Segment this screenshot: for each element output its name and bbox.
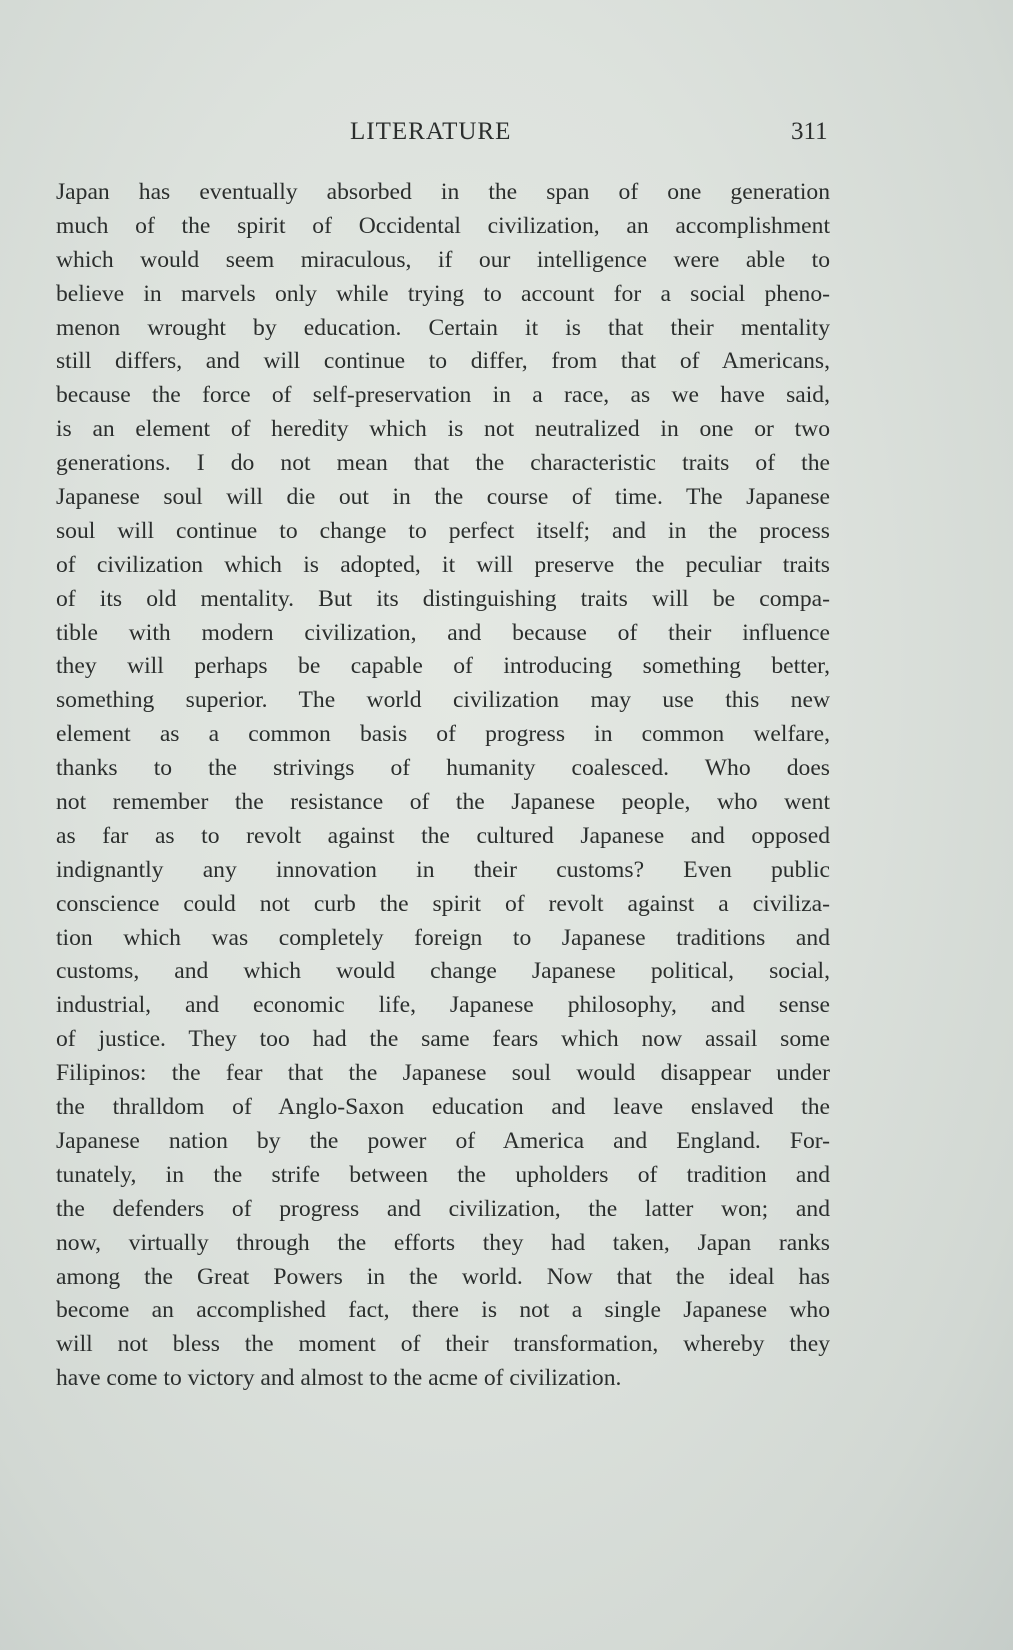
text-line: conscience could not curb the spirit of revolt against a civiliza- [56, 890, 830, 917]
text-line: menon wrought by education. Certain it is that their mentality [56, 314, 830, 341]
text-line: generations. I do not mean that the characteristic traits of the [56, 450, 830, 477]
text-line: thanks to the strivings of humanity coalesced. Who does [56, 755, 830, 782]
text-line: of its old mentality. But its distinguishing traits will be compa- [56, 585, 830, 612]
text-line: indignantly any innovation in their customs? Even public [56, 856, 830, 883]
text-line: become an accomplished fact, there is not a single Japanese who [56, 1297, 830, 1324]
page-number: 311 [791, 118, 828, 145]
text-line: because the force of self-preservation in a race, as we have said, [56, 382, 830, 409]
text-line: among the Great Powers in the world. Now that the ideal has [56, 1263, 830, 1290]
text-line-last: have come to victory and almost to the acme of civilization. [56, 1365, 622, 1392]
text-line: tion which was completely foreign to Japanese traditions and [56, 924, 830, 951]
text-line: now, virtually through the efforts they had taken, Japan ranks [56, 1229, 830, 1256]
text-line: as far as to revolt against the cultured Japanese and opposed [56, 822, 830, 849]
text-line: Japanese soul will die out in the course of time. The Japanese [56, 484, 830, 511]
page-header [0, 116, 1013, 148]
text-line: tible with modern civilization, and because of their influence [56, 619, 830, 646]
text-line: which would seem miraculous, if our intelligence were able to [56, 246, 830, 273]
text-line: of civilization which is adopted, it will preserve the peculiar traits [56, 551, 830, 578]
text-line: the thralldom of Anglo-Saxon education and leave enslaved the [56, 1094, 830, 1121]
text-line: still differs, and will continue to differ, from that of Americans, [56, 348, 830, 375]
text-line: the defenders of progress and civilization, the latter won; and [56, 1195, 830, 1222]
body-paragraph [56, 176, 830, 1396]
text-line: customs, and which would change Japanese political, social, [56, 958, 830, 985]
text-line: of justice. They too had the same fears which now assail some [56, 1026, 830, 1053]
text-line: will not bless the moment of their transformation, whereby they [56, 1331, 830, 1358]
text-line: tunately, in the strife between the upholders of tradition and [56, 1161, 830, 1188]
text-line: not remember the resistance of the Japanese people, who went [56, 789, 830, 816]
text-line: industrial, and economic life, Japanese philosophy, and sense [56, 992, 830, 1019]
text-line: element as a common basis of progress in common welfare, [56, 721, 830, 748]
text-line: Japanese nation by the power of America and England. For- [56, 1127, 830, 1154]
text-line: believe in marvels only while trying to account for a social pheno- [56, 280, 830, 307]
text-line: is an element of heredity which is not neutralized in one or two [56, 416, 830, 443]
text-line: Japan has eventually absorbed in the span of one generation [56, 179, 830, 205]
text-line: they will perhaps be capable of introducing something better, [56, 653, 830, 680]
running-title: LITERATURE [350, 118, 512, 145]
text-line: much of the spirit of Occidental civilization, an accomplishment [56, 212, 830, 239]
text-line: Filipinos: the fear that the Japanese soul would disappear under [56, 1060, 830, 1087]
text-line: something superior. The world civilization may use this new [56, 687, 830, 714]
text-line: soul will continue to change to perfect itself; and in the process [56, 517, 830, 544]
